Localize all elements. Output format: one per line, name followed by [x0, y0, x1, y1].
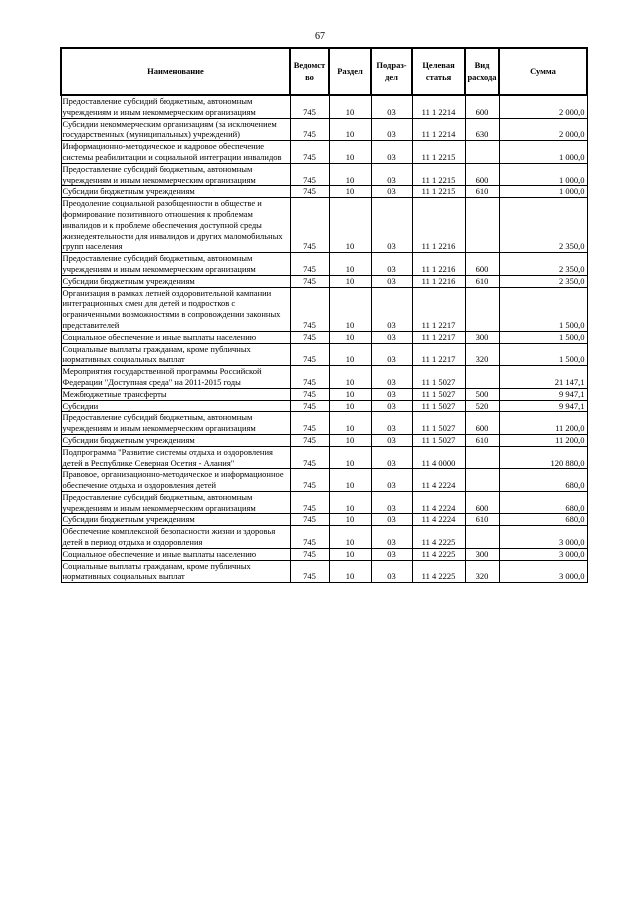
- cell-section: 10: [329, 388, 371, 400]
- table-row: [61, 343, 587, 366]
- cell-subsection: 03: [371, 343, 412, 366]
- cell-name: Межбюджетные трансферты: [61, 388, 290, 400]
- cell-type: 500: [465, 388, 499, 400]
- cell-subsection: 03: [371, 366, 412, 389]
- cell-dept: 745: [290, 287, 329, 331]
- cell-name: Предоставление субсидий бюджетным, автономным учреждениям и иным некоммерческим организациям: [61, 163, 290, 186]
- table-row: [61, 560, 587, 583]
- cell-subsection: 03: [371, 198, 412, 253]
- cell-target: 11 1 5027: [412, 400, 465, 412]
- cell-name: Субсидии: [61, 400, 290, 412]
- table-row: [61, 526, 587, 549]
- cell-sum: 2 000,0: [499, 118, 587, 141]
- cell-subsection: 03: [371, 491, 412, 514]
- cell-sum: 3 000,0: [499, 560, 587, 583]
- cell-type: [465, 526, 499, 549]
- cell-type: 610: [465, 275, 499, 287]
- cell-sum: 11 200,0: [499, 412, 587, 435]
- header-target: Целевая статья: [412, 48, 465, 95]
- cell-target: 11 1 2216: [412, 253, 465, 276]
- cell-subsection: 03: [371, 95, 412, 118]
- cell-target: 11 1 2215: [412, 163, 465, 186]
- table-row: [61, 275, 587, 287]
- cell-section: 10: [329, 95, 371, 118]
- cell-subsection: 03: [371, 400, 412, 412]
- table-row: [61, 446, 587, 469]
- cell-sum: 3 000,0: [499, 548, 587, 560]
- cell-section: 10: [329, 560, 371, 583]
- table-row: [61, 366, 587, 389]
- table-row: [61, 141, 587, 164]
- cell-name: Преодоление социальной разобщенности в обществе и формирование позитивного отношения к проблемам инвалидов и к проблеме обеспечения доступной среды жизнедеятельности для инвалидов и других маломобильных групп населения: [61, 198, 290, 253]
- header-sum: Сумма: [499, 48, 587, 95]
- table-header-row: [61, 48, 587, 95]
- cell-sum: 1 000,0: [499, 163, 587, 186]
- cell-sum: 680,0: [499, 469, 587, 492]
- cell-subsection: 03: [371, 287, 412, 331]
- cell-subsection: 03: [371, 514, 412, 526]
- cell-dept: 745: [290, 186, 329, 198]
- cell-section: 10: [329, 491, 371, 514]
- cell-subsection: 03: [371, 526, 412, 549]
- cell-sum: 2 350,0: [499, 198, 587, 253]
- cell-dept: 745: [290, 141, 329, 164]
- cell-subsection: 03: [371, 163, 412, 186]
- header-name: Наименование: [61, 48, 290, 95]
- table-row: [61, 253, 587, 276]
- table-row: [61, 198, 587, 253]
- cell-sum: 21 147,1: [499, 366, 587, 389]
- cell-target: 11 4 2224: [412, 514, 465, 526]
- cell-section: 10: [329, 275, 371, 287]
- cell-subsection: 03: [371, 548, 412, 560]
- cell-subsection: 03: [371, 446, 412, 469]
- cell-dept: 745: [290, 400, 329, 412]
- table-row: [61, 469, 587, 492]
- cell-name: Предоставление субсидий бюджетным, автономным учреждениям и иным некоммерческим организациям: [61, 253, 290, 276]
- cell-dept: 745: [290, 446, 329, 469]
- cell-sum: 3 000,0: [499, 526, 587, 549]
- table-row: [61, 287, 587, 331]
- cell-name: Обеспечение комплексной безопасности жизни и здоровья детей в период отдыха и оздоровления: [61, 526, 290, 549]
- cell-type: 630: [465, 118, 499, 141]
- cell-type: 600: [465, 95, 499, 118]
- cell-dept: 745: [290, 118, 329, 141]
- cell-type: 610: [465, 434, 499, 446]
- table-row: [61, 186, 587, 198]
- cell-dept: 745: [290, 366, 329, 389]
- cell-target: 11 1 2214: [412, 95, 465, 118]
- table-row: [61, 163, 587, 186]
- cell-dept: 745: [290, 491, 329, 514]
- cell-type: 600: [465, 491, 499, 514]
- cell-dept: 745: [290, 434, 329, 446]
- cell-sum: 9 947,1: [499, 388, 587, 400]
- cell-name: Предоставление субсидий бюджетным, автономным учреждениям и иным некоммерческим организациям: [61, 95, 290, 118]
- cell-section: 10: [329, 446, 371, 469]
- cell-type: 600: [465, 412, 499, 435]
- cell-type: [465, 287, 499, 331]
- cell-target: 11 1 2215: [412, 141, 465, 164]
- cell-sum: 1 500,0: [499, 343, 587, 366]
- cell-subsection: 03: [371, 412, 412, 435]
- header-section: Раздел: [329, 48, 371, 95]
- cell-dept: 745: [290, 275, 329, 287]
- cell-name: Социальные выплаты гражданам, кроме публичных нормативных социальных выплат: [61, 343, 290, 366]
- cell-type: [465, 366, 499, 389]
- cell-target: 11 4 2225: [412, 560, 465, 583]
- cell-section: 10: [329, 469, 371, 492]
- cell-section: 10: [329, 118, 371, 141]
- cell-name: Информационно-методическое и кадровое обеспечение системы реабилитации и социальной интеграции инвалидов: [61, 141, 290, 164]
- cell-type: 600: [465, 163, 499, 186]
- cell-sum: 120 880,0: [499, 446, 587, 469]
- cell-type: 600: [465, 253, 499, 276]
- cell-target: 11 1 2217: [412, 331, 465, 343]
- cell-section: 10: [329, 253, 371, 276]
- cell-section: 10: [329, 434, 371, 446]
- cell-type: [465, 446, 499, 469]
- cell-type: [465, 469, 499, 492]
- cell-subsection: 03: [371, 388, 412, 400]
- cell-dept: 745: [290, 163, 329, 186]
- cell-type: 320: [465, 343, 499, 366]
- cell-name: Социальное обеспечение и иные выплаты населению: [61, 331, 290, 343]
- cell-type: 320: [465, 560, 499, 583]
- table-row: [61, 95, 587, 118]
- cell-type: 610: [465, 186, 499, 198]
- cell-name: Организация в рамках летней оздоровительной кампании интеграционных смен для детей и подростков с ограниченными возможностями в сопровождении законных представителей: [61, 287, 290, 331]
- cell-dept: 745: [290, 95, 329, 118]
- budget-table: [60, 47, 588, 583]
- cell-target: 11 4 2225: [412, 548, 465, 560]
- cell-sum: 2 000,0: [499, 95, 587, 118]
- table-row: [61, 491, 587, 514]
- cell-type: 300: [465, 548, 499, 560]
- cell-name: Субсидии бюджетным учреждениям: [61, 275, 290, 287]
- cell-subsection: 03: [371, 560, 412, 583]
- cell-subsection: 03: [371, 253, 412, 276]
- cell-target: 11 1 5027: [412, 434, 465, 446]
- cell-section: 10: [329, 198, 371, 253]
- cell-dept: 745: [290, 253, 329, 276]
- cell-name: Мероприятия государственной программы Российской Федерации "Доступная среда" на 2011-2015 годы: [61, 366, 290, 389]
- cell-dept: 745: [290, 412, 329, 435]
- table-row: [61, 331, 587, 343]
- cell-subsection: 03: [371, 275, 412, 287]
- table-row: [61, 118, 587, 141]
- cell-sum: 1 000,0: [499, 141, 587, 164]
- header-subsection: Подраз- дел: [371, 48, 412, 95]
- cell-subsection: 03: [371, 118, 412, 141]
- cell-type: 300: [465, 331, 499, 343]
- cell-name: Предоставление субсидий бюджетным, автономным учреждениям и иным некоммерческим организациям: [61, 412, 290, 435]
- cell-sum: 9 947,1: [499, 400, 587, 412]
- cell-dept: 745: [290, 548, 329, 560]
- cell-name: Субсидии некоммерческим организациям (за исключением государственных (муниципальных) учреждений): [61, 118, 290, 141]
- cell-subsection: 03: [371, 186, 412, 198]
- cell-sum: 1 500,0: [499, 287, 587, 331]
- cell-section: 10: [329, 526, 371, 549]
- cell-dept: 745: [290, 560, 329, 583]
- table-row: [61, 548, 587, 560]
- cell-dept: 745: [290, 388, 329, 400]
- cell-dept: 745: [290, 331, 329, 343]
- cell-target: 11 1 2217: [412, 343, 465, 366]
- cell-type: 520: [465, 400, 499, 412]
- cell-section: 10: [329, 331, 371, 343]
- cell-subsection: 03: [371, 141, 412, 164]
- cell-name: Правовое, организационно-методическое и информационное обеспечение отдыха и оздоровления детей: [61, 469, 290, 492]
- cell-target: 11 4 2224: [412, 491, 465, 514]
- cell-type: [465, 141, 499, 164]
- cell-section: 10: [329, 186, 371, 198]
- cell-name: Подпрограмма "Развитие системы отдыха и оздоровления детей в Республике Северная Осетия - Алания": [61, 446, 290, 469]
- cell-type: 610: [465, 514, 499, 526]
- cell-target: 11 4 2224: [412, 469, 465, 492]
- cell-subsection: 03: [371, 331, 412, 343]
- cell-dept: 745: [290, 526, 329, 549]
- cell-name: Социальные выплаты гражданам, кроме публичных нормативных социальных выплат: [61, 560, 290, 583]
- cell-target: 11 1 5027: [412, 412, 465, 435]
- cell-target: 11 1 2215: [412, 186, 465, 198]
- cell-section: 10: [329, 514, 371, 526]
- cell-dept: 745: [290, 198, 329, 253]
- cell-sum: 11 200,0: [499, 434, 587, 446]
- cell-target: 11 1 5027: [412, 388, 465, 400]
- header-dept: Ведомст во: [290, 48, 329, 95]
- cell-sum: 2 350,0: [499, 275, 587, 287]
- cell-section: 10: [329, 548, 371, 560]
- cell-target: 11 1 2216: [412, 198, 465, 253]
- cell-section: 10: [329, 163, 371, 186]
- cell-section: 10: [329, 400, 371, 412]
- table-row: [61, 434, 587, 446]
- table-row: [61, 388, 587, 400]
- cell-sum: 680,0: [499, 491, 587, 514]
- cell-subsection: 03: [371, 469, 412, 492]
- cell-sum: 680,0: [499, 514, 587, 526]
- cell-name: Субсидии бюджетным учреждениям: [61, 514, 290, 526]
- page-number: 67: [315, 31, 325, 42]
- cell-section: 10: [329, 141, 371, 164]
- cell-subsection: 03: [371, 434, 412, 446]
- cell-sum: 1 000,0: [499, 186, 587, 198]
- table-row: [61, 412, 587, 435]
- table-row: [61, 514, 587, 526]
- cell-type: [465, 198, 499, 253]
- cell-sum: 2 350,0: [499, 253, 587, 276]
- cell-target: 11 4 0000: [412, 446, 465, 469]
- cell-section: 10: [329, 366, 371, 389]
- cell-name: Социальное обеспечение и иные выплаты населению: [61, 548, 290, 560]
- table-row: [61, 400, 587, 412]
- cell-target: 11 1 5027: [412, 366, 465, 389]
- cell-name: Субсидии бюджетным учреждениям: [61, 434, 290, 446]
- header-type: Вид расхода: [465, 48, 499, 95]
- cell-dept: 745: [290, 343, 329, 366]
- cell-section: 10: [329, 287, 371, 331]
- cell-section: 10: [329, 343, 371, 366]
- cell-dept: 745: [290, 514, 329, 526]
- cell-name: Субсидии бюджетным учреждениям: [61, 186, 290, 198]
- cell-target: 11 1 2216: [412, 275, 465, 287]
- cell-target: 11 4 2225: [412, 526, 465, 549]
- cell-name: Предоставление субсидий бюджетным, автономным учреждениям и иным некоммерческим организациям: [61, 491, 290, 514]
- cell-section: 10: [329, 412, 371, 435]
- cell-target: 11 1 2214: [412, 118, 465, 141]
- cell-dept: 745: [290, 469, 329, 492]
- cell-sum: 1 500,0: [499, 331, 587, 343]
- cell-target: 11 1 2217: [412, 287, 465, 331]
